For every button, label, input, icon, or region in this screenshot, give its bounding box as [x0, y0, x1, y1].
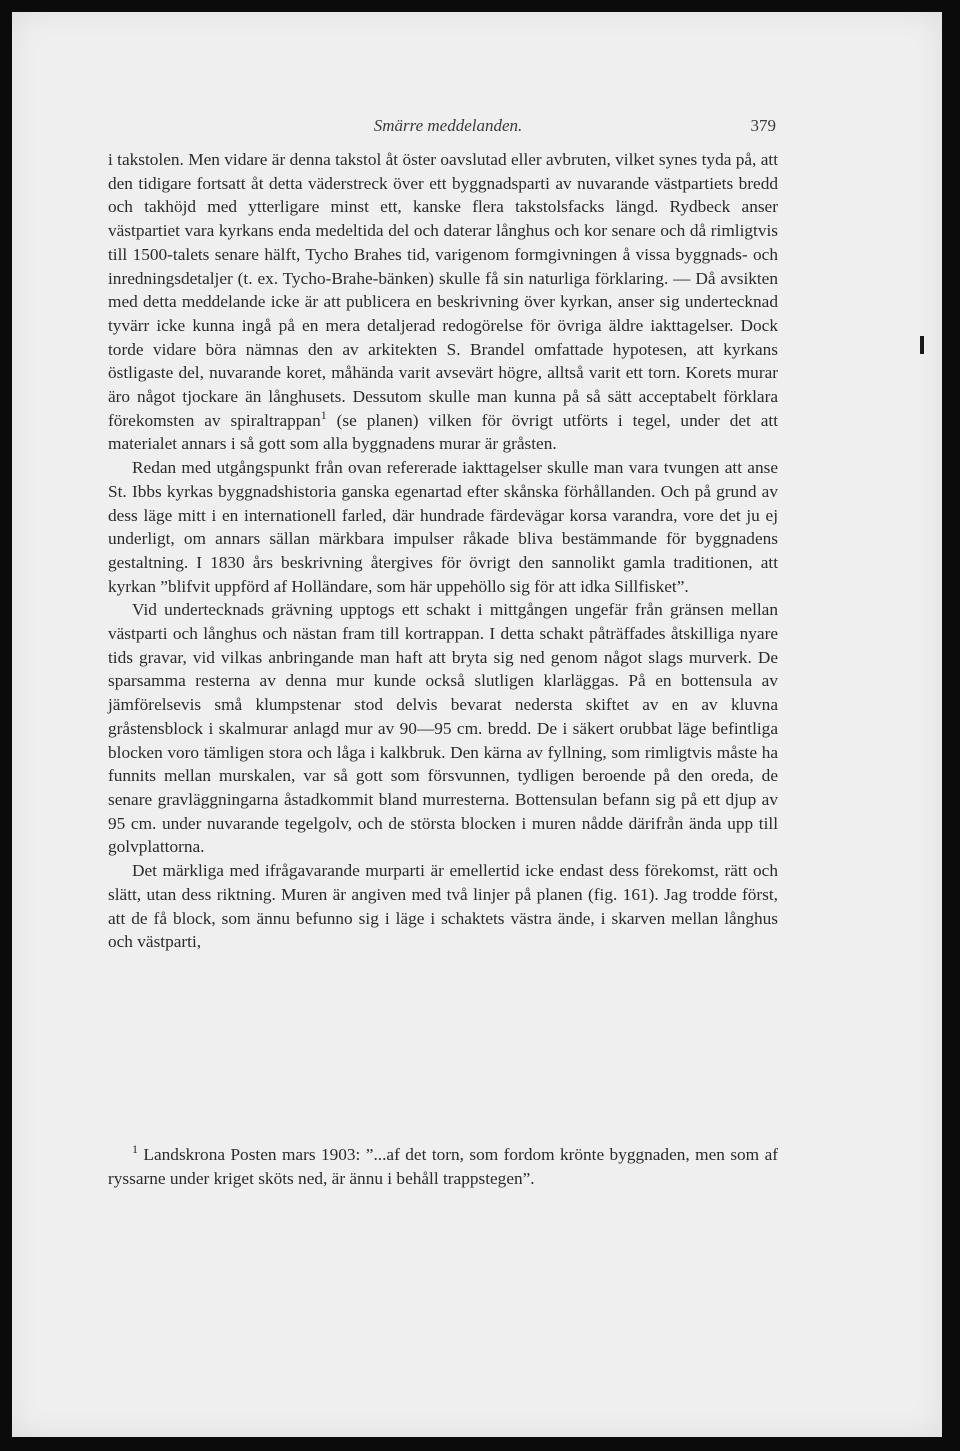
body-text	[108, 148, 778, 954]
paragraph-2: Redan med utgångspunkt från ovan refererade iakttagelser skulle man vara tvungen att anse St. Ibbs kyrkas byggnadshistoria ganska egenartad efter skånska förhållanden. Och på grund av dess läge mitt i en internationell farled, där hundrade färdevägar korsa varandra, vore det ju ej underligt, om annars sällan märkbara impulser råkade bliva bestämmande för byggnadens gestaltning. I 1830 års beskrivning återgives för övrigt den sannolikt gamla traditionen, att kyrkan ”blifvit uppförd af Holländare, som här uppehöllo sig för att idka Sillfisket”.	[108, 458, 778, 596]
running-title: Smärre meddelanden.	[373, 116, 523, 135]
paragraph-4: Det märkliga med ifrågavarande murparti är emellertid icke endast dess förekomst, rätt och slätt, utan dess riktning. Muren är angiven med två linjer på planen (fig. 161). Jag trodde först, att de få block, som ännu befunno sig i läge i schaktets västra ände, i skarven mellan långhus och västparti,	[108, 861, 778, 952]
page-number: 379	[750, 116, 776, 135]
scan-edge-mark	[920, 336, 924, 354]
document-page	[12, 12, 942, 1437]
paragraph-3: Vid undertecknads grävning upptogs ett schakt i mittgången ungefär från gränsen mellan västparti och långhus och nästan fram till kortrappan. I detta schakt påträffades åtskilliga nyare tids gravar, vid vilkas anbringande man haft att bryta sig ned genom något slags murverk. De sparsamma resterna av denna mur kunde också slutligen klarläggas. På en bottensula av jämförelsevis små klumpstenar stod delvis bevarat nedersta skiftet av en av kluvna gråstensblock i skalmurar anlagd mur av 90—95 cm. bredd. De i säkert orubbat läge befintliga blocken voro tämligen stora och låga i kalkbruk. Den kärna av fyllning, som rimligtvis måste ha funnits mellan murskalen, var så gott som försvunnen, tydligen beroende på den oreda, de senare gravläggningarna åstadkommit bland murresterna. Bottensulan befann sig på ett djup av 95 cm. under nuvarande tegelgolv, och de största blocken i muren nådde därifrån ända upp till golvplattorna.	[108, 600, 778, 857]
paragraph-1	[108, 148, 778, 456]
footnote-text: Landskrona Posten mars 1903: ”...af det torn, som fordom krönte byggnaden, men som af ryssarne under kriget sköts ned, är ännu i behåll trappstegen”.	[108, 1145, 778, 1188]
footnotes	[108, 1143, 778, 1190]
paragraph-1-text-a: i takstolen. Men vidare är denna takstol åt öster oavslutad eller avbruten, vilket synes tyda på, att den tidigare fortsatt åt detta väderstreck över ett byggnadsparti av nuvarande västpartiets bredd och takhöjd med ytterligare minst ett, kanske flera takstolsfacks längd. Rydbeck anser västpartiet vara kyrkans enda medeltida del och daterar långhus och kor senare och då rimligtvis till 1500-talets senare hälft, Tycho Brahes tid, varigenom formgivningen å vissa byggnads- och inredningsdetaljer (t. ex. Tycho-Brahe-bänken) skulle få sin naturliga förklaring. — Då avsikten med detta meddelande icke är att publicera en beskrivning över kyrkan, anser sig undertecknad tyvärr icke kunna ingå på en mera detaljerad redogörelse för övriga äldre iakttagelser. Dock torde vidare böra nämnas den av arkitekten S. Brandel omfattade hypotesen, att kyrkans östligaste del, nuvarande koret, måhända varit avsevärt högre, alltså varit ett torn. Korets murar äro något tjockare än långhusets. Dessutom skulle man kunna på så sätt acceptabelt förklara förekomsten av spiraltrappan	[108, 150, 778, 430]
paragraph-1-text-b: (se planen) vilken för övrigt utförts i tegel, under det att materialet annars i så gott som alla byggnadens murar är gråsten.	[108, 410, 778, 454]
footnote-marker: 1	[132, 1142, 138, 1157]
footnote-1	[108, 1143, 778, 1190]
running-header	[120, 110, 776, 140]
footnote-reference: 1	[320, 407, 327, 422]
